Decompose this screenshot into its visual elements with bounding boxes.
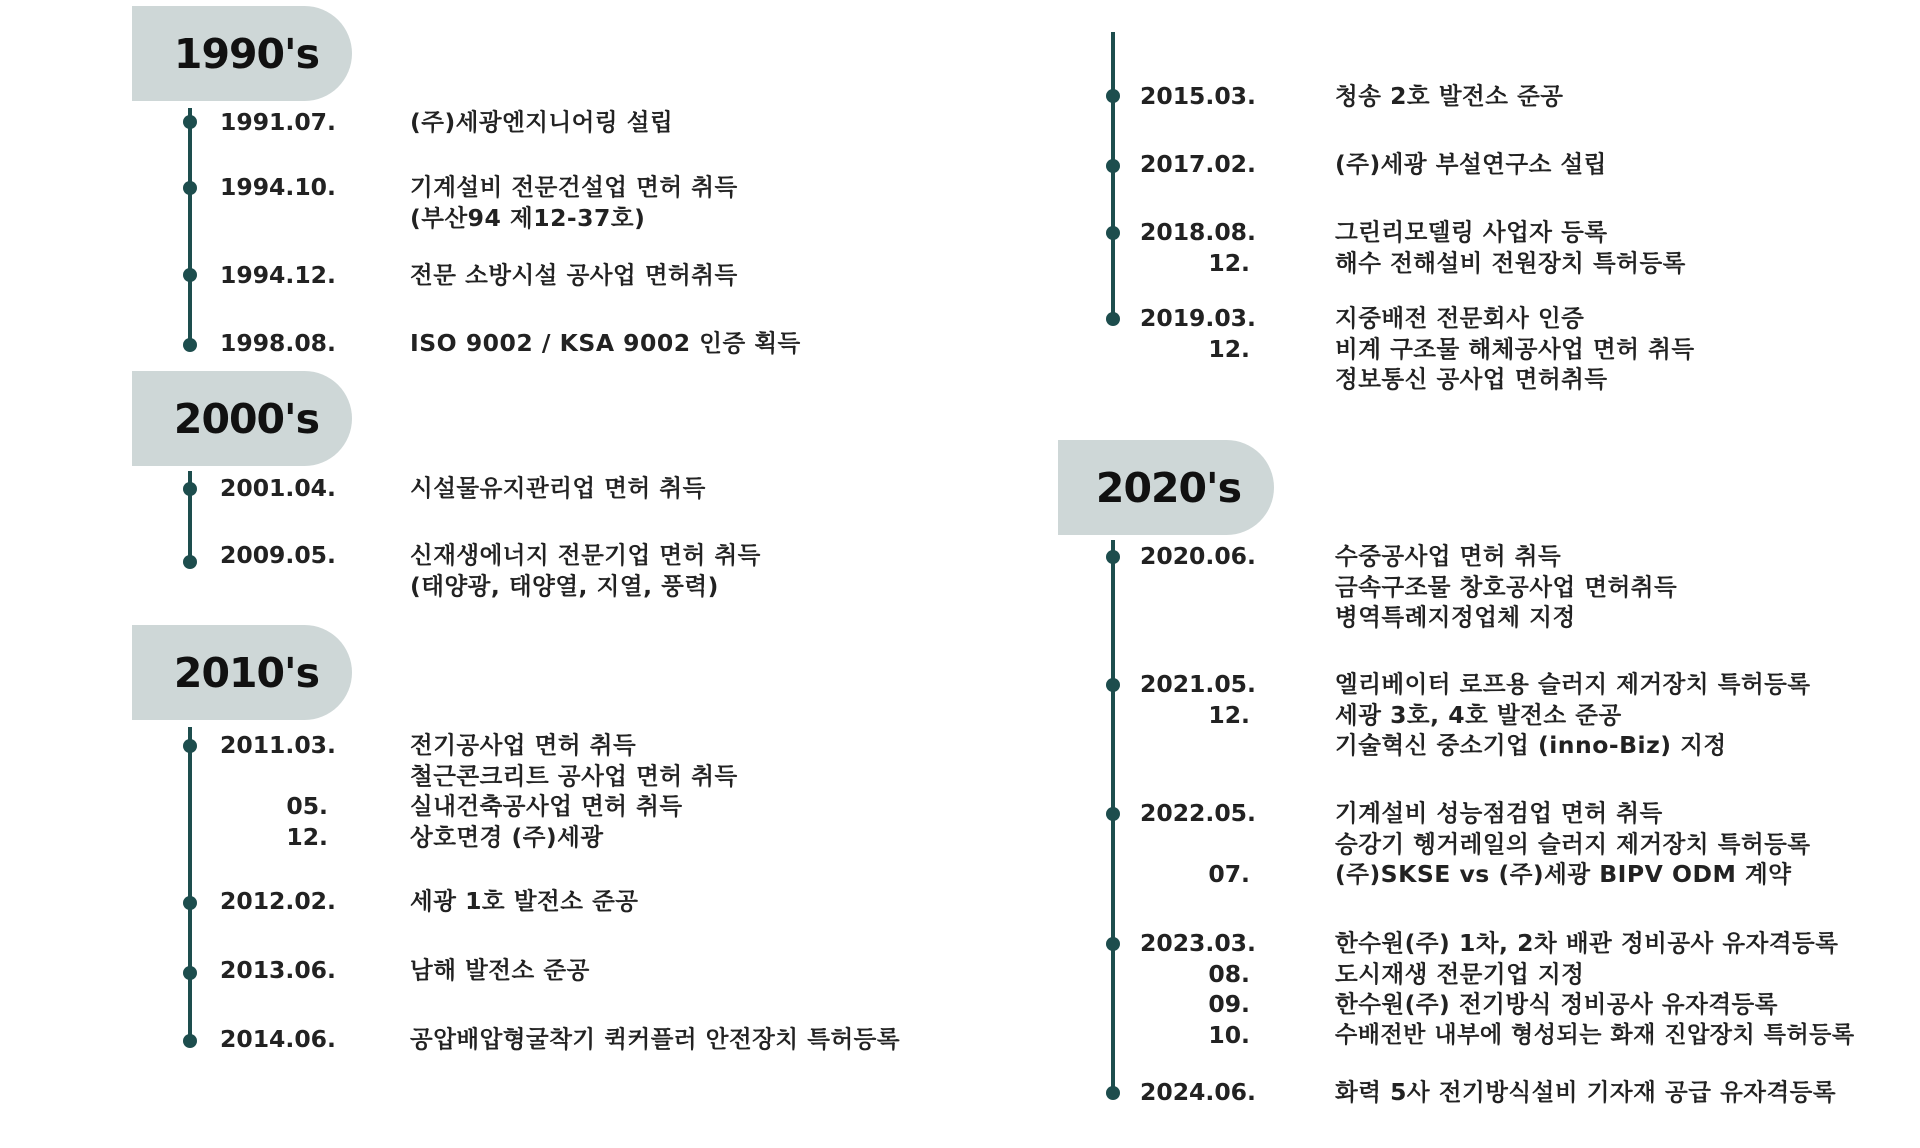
event-desc: 비계 구조물 해체공사업 면허 취득	[1335, 334, 1695, 363]
decade-2000s: 2000's	[132, 371, 352, 466]
event-desc: 승강기 헹거레일의 슬러지 제거장치 특허등록	[1335, 829, 1811, 858]
event-date: 2012.02.	[220, 887, 336, 915]
timeline-line-1990s	[188, 108, 192, 348]
event-date: 12.	[1208, 334, 1250, 363]
timeline-dot	[183, 1034, 197, 1048]
event-desc: (태양광, 태양열, 지열, 풍력)	[410, 571, 719, 600]
event-date: 12.	[286, 822, 328, 851]
event-desc: (주)SKSE vs (주)세광 BIPV ODM 계약	[1335, 860, 1792, 888]
timeline-dot	[1106, 937, 1120, 951]
event-desc: 전기공사업 면허 취득	[410, 731, 637, 759]
event-date: 2015.03.	[1140, 82, 1256, 110]
timeline-dot	[1106, 678, 1120, 692]
event-desc: 해수 전해설비 전원장치 특허등록	[1335, 248, 1686, 277]
event-desc: 지중배전 전문회사 인증	[1335, 304, 1585, 332]
event-date: 2013.06.	[220, 956, 336, 984]
event-desc: 그린리모델링 사업자 등록	[1335, 218, 1608, 246]
event-date: 1994.12.	[220, 261, 336, 289]
event-date: 2009.05.	[220, 541, 336, 569]
decade-2020s: 2020's	[1058, 440, 1274, 535]
event-desc: 엘리베이터 로프용 슬러지 제거장치 특허등록	[1335, 670, 1811, 698]
timeline-dot	[1106, 226, 1120, 240]
event-date: 10.	[1208, 1020, 1250, 1049]
timeline-line-2010s	[188, 727, 192, 1041]
event-desc: 전문 소방시설 공사업 면허취득	[410, 261, 738, 289]
event-desc: 기계설비 전문건설업 면허 취득	[410, 173, 738, 201]
event-desc: 한수원(주) 전기방식 정비공사 유자격등록	[1335, 990, 1778, 1018]
event-date: 2014.06.	[220, 1025, 336, 1053]
event-date: 2018.08.	[1140, 218, 1256, 246]
timeline-dot	[183, 896, 197, 910]
event-date: 2020.06.	[1140, 542, 1256, 570]
event-desc: (부산94 제12-37호)	[410, 203, 646, 232]
timeline-dot	[1106, 312, 1120, 326]
decade-1990s: 1990's	[132, 6, 352, 101]
timeline-line-2010s-cont	[1111, 32, 1115, 322]
event-date: 2011.03.	[220, 731, 336, 759]
timeline-dot	[183, 115, 197, 129]
event-desc: 정보통신 공사업 면허취득	[1335, 365, 1608, 393]
event-desc: 금속구조물 창호공사업 면허취득	[1335, 572, 1678, 601]
event-desc: 기술혁신 중소기업 (inno-Biz) 지정	[1335, 731, 1727, 759]
event-date: 1998.08.	[220, 329, 336, 357]
event-desc: 시설물유지관리업 면허 취득	[410, 474, 706, 502]
event-date: 2017.02.	[1140, 150, 1256, 178]
timeline-dot	[1106, 89, 1120, 103]
event-desc: 도시재생 전문기업 지정	[1335, 959, 1585, 988]
event-desc: 실내건축공사업 면허 취득	[410, 792, 683, 820]
event-desc: (주)세광 부설연구소 설립	[1335, 150, 1607, 178]
timeline-dot	[183, 338, 197, 352]
event-desc: 세광 3호, 4호 발전소 준공	[1335, 700, 1622, 729]
event-desc: 병역특례지정업체 지정	[1335, 603, 1576, 631]
timeline-dot	[1106, 1086, 1120, 1100]
timeline-dot	[183, 739, 197, 753]
event-date: 08.	[1208, 959, 1250, 988]
event-desc: ISO 9002 / KSA 9002 인증 획득	[410, 329, 801, 357]
event-date: 2023.03.	[1140, 929, 1256, 957]
event-desc: (주)세광엔지니어링 설립	[410, 108, 674, 136]
event-date: 2001.04.	[220, 474, 336, 502]
event-desc: 화력 5사 전기방식설비 기자재 공급 유자격등록	[1335, 1078, 1837, 1106]
timeline-dot	[1106, 550, 1120, 564]
event-desc: 수중공사업 면허 취득	[1335, 542, 1562, 570]
event-date: 1991.07.	[220, 108, 336, 136]
event-desc: 청송 2호 발전소 준공	[1335, 82, 1564, 110]
event-date: 1994.10.	[220, 173, 336, 201]
timeline-dot	[183, 555, 197, 569]
event-desc: 신재생에너지 전문기업 면허 취득	[410, 541, 761, 569]
event-date: 12.	[1208, 700, 1250, 729]
event-date: 09.	[1208, 990, 1250, 1018]
event-desc: 한수원(주) 1차, 2차 배관 정비공사 유자격등록	[1335, 929, 1839, 957]
event-desc: 공압배압형굴착기 퀵커플러 안전장치 특허등록	[410, 1025, 901, 1053]
event-date: 12.	[1208, 248, 1250, 277]
timeline-dot	[183, 482, 197, 496]
event-date: 2021.05.	[1140, 670, 1256, 698]
event-desc: 상호면경 (주)세광	[410, 822, 604, 851]
timeline-dot	[183, 966, 197, 980]
event-desc: 기계설비 성능점검업 면허 취득	[1335, 799, 1663, 827]
event-date: 2024.06.	[1140, 1078, 1256, 1106]
event-desc: 세광 1호 발전소 준공	[410, 887, 639, 915]
timeline-dot	[1106, 807, 1120, 821]
timeline-dot	[183, 268, 197, 282]
event-date	[1140, 829, 1250, 860]
event-desc: 수배전반 내부에 형성되는 화재 진압장치 특허등록	[1335, 1021, 1855, 1048]
event-date: 05.	[286, 792, 328, 820]
event-desc: 남해 발전소 준공	[410, 956, 590, 984]
event-desc: 철근콘크리트 공사업 면허 취득	[410, 761, 738, 790]
event-date: 07.	[1208, 860, 1250, 888]
event-date	[220, 761, 328, 792]
decade-2010s: 2010's	[132, 625, 352, 720]
timeline-dot	[1106, 159, 1120, 173]
event-date: 2022.05.	[1140, 799, 1256, 827]
event-date: 2019.03.	[1140, 304, 1256, 332]
timeline-dot	[183, 181, 197, 195]
